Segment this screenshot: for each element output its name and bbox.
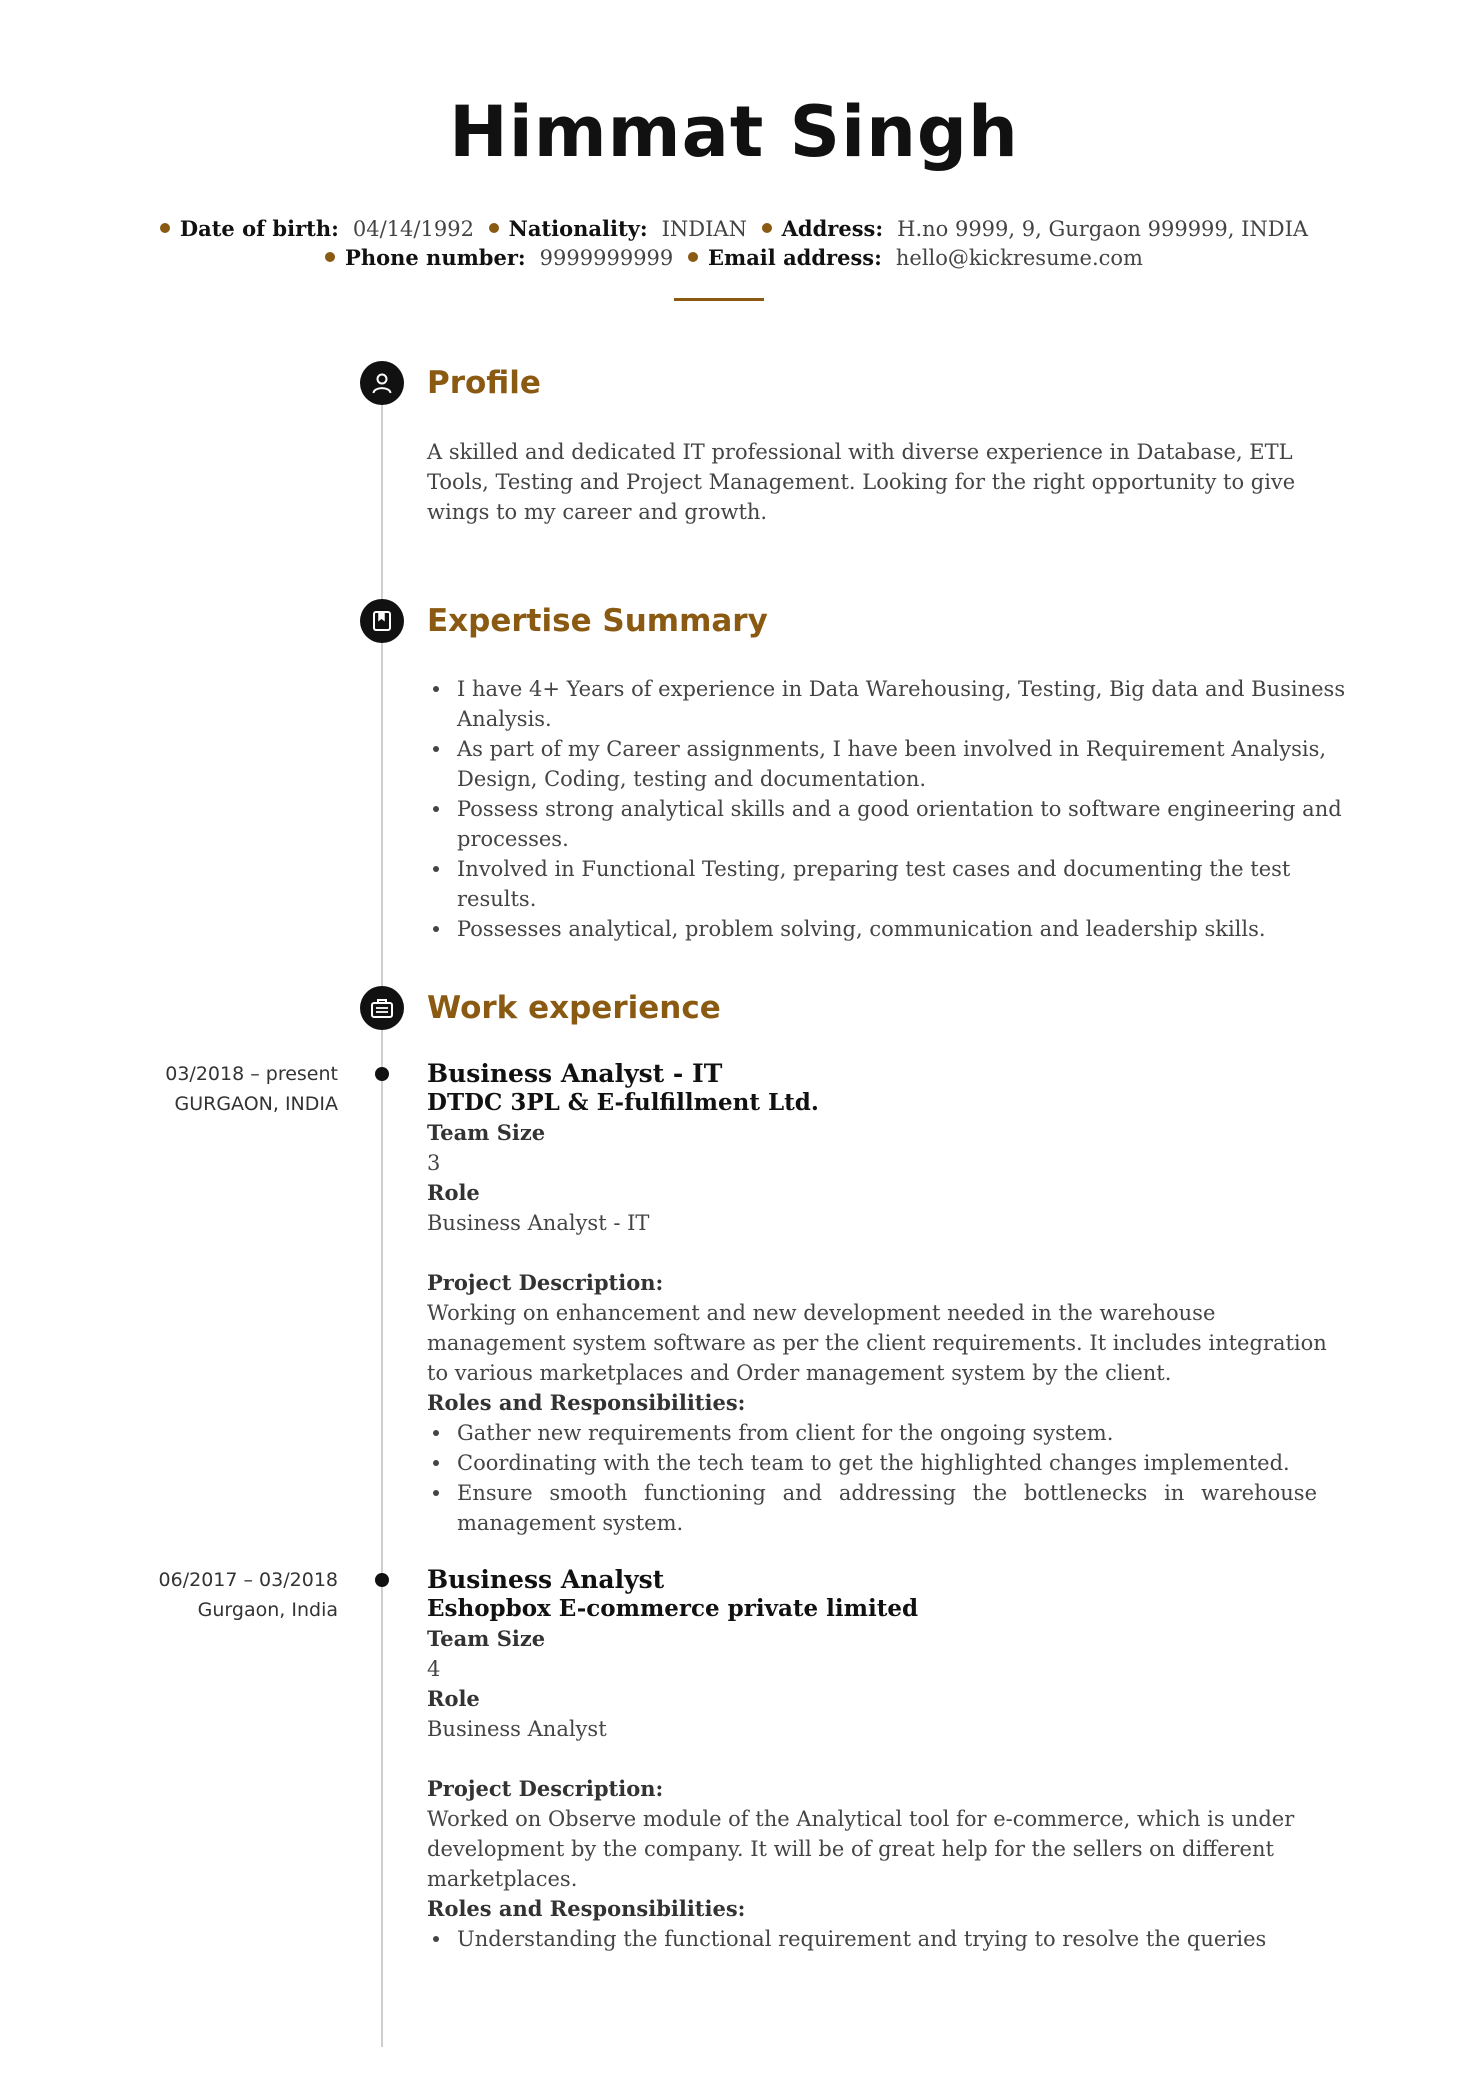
list-item: I have 4+ Years of experience in Data Warehousing, Testing, Big data and Business Analysis.: [427, 674, 1362, 734]
dob-value: 04/14/1992: [352, 217, 474, 241]
role-value: Business Analyst: [427, 1717, 607, 1741]
project-description-label: Project Description:: [427, 1776, 664, 1801]
bullet-dot: [688, 252, 698, 262]
job-dates: 06/2017 – 03/2018: [158, 1569, 338, 1591]
contact-line-2: [0, 244, 1468, 272]
spacer: [427, 1238, 1347, 1268]
dob-item: [160, 215, 474, 243]
email-value: hello@kickresume.com: [895, 246, 1143, 270]
job-location: GURGAON, INDIA: [174, 1093, 338, 1115]
contact-line-1: [0, 215, 1468, 243]
header-divider: [674, 298, 764, 301]
list-item: Involved in Functional Testing, preparing test cases and documenting the test results.: [427, 854, 1362, 914]
list-item: Ensure smooth functioning and addressing the bottlenecks in warehouse management system.: [427, 1478, 1317, 1538]
spacer: [427, 1744, 1347, 1774]
bullet-dot: [762, 223, 772, 233]
responsibilities-list: [427, 1418, 1317, 1538]
phone-label: Phone number:: [345, 245, 526, 270]
responsibilities-label: Roles and Responsibilities:: [427, 1390, 746, 1415]
address-item: [762, 215, 1308, 243]
job-entry: [427, 1059, 1347, 1538]
job-company: Eshopbox E-commerce private limited: [427, 1595, 919, 1622]
bullet-dot: [489, 223, 499, 233]
team-size-value: 3: [427, 1151, 441, 1175]
role-value: Business Analyst - IT: [427, 1211, 650, 1235]
profile-heading: Profile: [427, 365, 541, 401]
team-size-label: Team Size: [427, 1120, 546, 1145]
project-description-label: Project Description:: [427, 1270, 664, 1295]
dob-label: Date of birth:: [179, 216, 339, 241]
job-dates: 03/2018 – present: [165, 1063, 338, 1085]
team-size-label: Team Size: [427, 1626, 546, 1651]
timeline-dot: [375, 1573, 389, 1587]
list-item: Gather new requirements from client for the ongoing system.: [427, 1418, 1317, 1448]
nationality-value: INDIAN: [661, 217, 747, 241]
responsibilities-label: Roles and Responsibilities:: [427, 1896, 746, 1921]
role-label: Role: [427, 1180, 480, 1205]
address-label: Address:: [781, 216, 884, 241]
project-description: Working on enhancement and new development needed in the warehouse management system software as per the client requirements. It includes integration to various marketplaces and Order management system by the client.: [427, 1301, 1327, 1385]
list-item: Coordinating with the tech team to get the highlighted changes implemented.: [427, 1448, 1317, 1478]
list-item: Understanding the functional requirement and trying to resolve the queries: [427, 1924, 1317, 1954]
nationality-label: Nationality:: [508, 216, 648, 241]
team-size-value: 4: [427, 1657, 441, 1681]
job-title: Business Analyst: [427, 1565, 665, 1594]
job-location: Gurgaon, India: [197, 1599, 338, 1621]
job-title: Business Analyst - IT: [427, 1059, 723, 1088]
phone-value: 9999999999: [539, 246, 674, 270]
email-item: [688, 244, 1143, 272]
profile-text: A skilled and dedicated IT professional with diverse experience in Database, ETL Tools, Testing and Project Management. Looking for the right opportunity to give wings to my career and growth.: [427, 440, 1296, 524]
nationality-item: [489, 215, 747, 243]
expertise-list: [427, 674, 1362, 944]
bullet-dot: [325, 252, 335, 262]
list-item: As part of my Career assignments, I have been involved in Requirement Analysis, Design, Coding, testing and documentation.: [427, 734, 1362, 794]
project-description: Worked on Observe module of the Analytical tool for e-commerce, which is under development by the company. It will be of great help for the sellers on different marketplaces.: [427, 1807, 1295, 1891]
responsibilities-list: [427, 1924, 1317, 1954]
work-heading: Work experience: [427, 990, 721, 1026]
bookmark-icon: [360, 599, 404, 643]
person-icon: [360, 361, 404, 405]
briefcase-icon: [360, 986, 404, 1030]
list-item: Possess strong analytical skills and a good orientation to software engineering and processes.: [427, 794, 1362, 854]
candidate-name: Himmat Singh: [449, 91, 1019, 173]
bullet-dot: [160, 223, 170, 233]
phone-item: [325, 244, 673, 272]
job-entry: [427, 1565, 1347, 1954]
list-item: Possesses analytical, problem solving, communication and leadership skills.: [427, 914, 1362, 944]
job-company: DTDC 3PL & E-fulfillment Ltd.: [427, 1089, 819, 1116]
timeline-dot: [375, 1067, 389, 1081]
email-label: Email address:: [707, 245, 882, 270]
address-value: H.no 9999, 9, Gurgaon 999999, INDIA: [897, 217, 1309, 241]
role-label: Role: [427, 1686, 480, 1711]
expertise-heading: Expertise Summary: [427, 603, 768, 639]
